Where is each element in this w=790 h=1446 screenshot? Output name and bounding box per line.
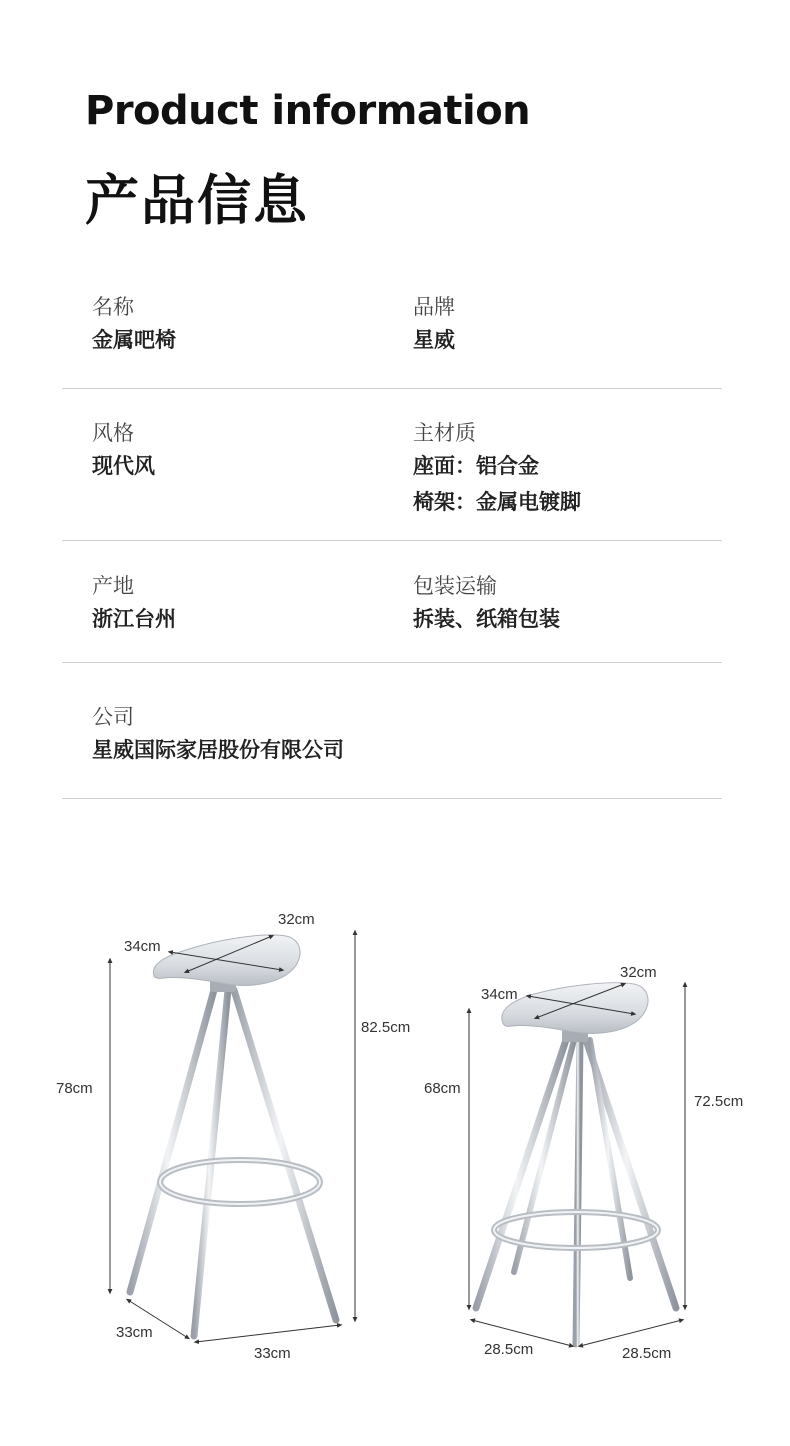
- dim-seat-depth: 34cm: [124, 938, 161, 955]
- spec-packaging: [413, 571, 560, 637]
- title-english: Product information: [85, 88, 531, 134]
- dim-base-width: 28.5cm: [622, 1345, 672, 1362]
- dim-seat-depth: 34cm: [481, 986, 518, 1003]
- tall-stool: [56, 911, 410, 1362]
- spec-value: 星威国际家居股份有限公司: [92, 738, 344, 762]
- spec-value: 拆装、纸箱包装: [413, 607, 560, 631]
- spec-label: 名称: [92, 295, 134, 319]
- spec-row-2: [62, 388, 722, 541]
- spec-name: [92, 292, 176, 358]
- spec-style: [92, 418, 155, 484]
- spec-value: 座面：铝合金: [413, 454, 539, 478]
- spec-value: 现代风: [92, 454, 155, 478]
- spec-row-1: [62, 280, 722, 389]
- dim-seat-width: 32cm: [620, 964, 657, 981]
- stool-seat: [153, 935, 300, 986]
- short-stool: [424, 964, 743, 1362]
- spec-label: 包装运输: [413, 574, 497, 598]
- spec-label: 品牌: [413, 295, 455, 319]
- dim-base-width: 33cm: [254, 1345, 291, 1362]
- dim-base-depth: 33cm: [116, 1324, 153, 1341]
- spec-label: 风格: [92, 421, 134, 445]
- spec-label: 产地: [92, 574, 134, 598]
- spec-value: 椅架：金属电镀脚: [413, 490, 581, 514]
- spec-brand: [413, 292, 455, 358]
- dim-seat-height: 78cm: [56, 1080, 93, 1097]
- spec-value: 浙江台州: [92, 607, 176, 631]
- dim-total-height: 82.5cm: [361, 1019, 411, 1036]
- dim-seat-height: 68cm: [424, 1080, 461, 1097]
- stool-seat: [502, 983, 648, 1034]
- dimension-diagram: [0, 880, 790, 1380]
- spec-origin: [92, 571, 176, 637]
- spec-row-4: [62, 662, 722, 799]
- spec-label: 主材质: [413, 421, 476, 445]
- spec-material: [413, 418, 581, 520]
- spec-label: 公司: [92, 705, 134, 729]
- dim-seat-width: 32cm: [278, 911, 315, 928]
- spec-row-3: [62, 540, 722, 663]
- spec-company: [92, 702, 344, 768]
- dim-total-height: 72.5cm: [694, 1093, 744, 1110]
- spec-value: 星威: [413, 328, 455, 352]
- spec-value: 金属吧椅: [92, 328, 176, 352]
- dim-base-depth: 28.5cm: [484, 1341, 534, 1358]
- title-chinese: 产品信息: [85, 169, 309, 232]
- stool-legs: [476, 1040, 676, 1344]
